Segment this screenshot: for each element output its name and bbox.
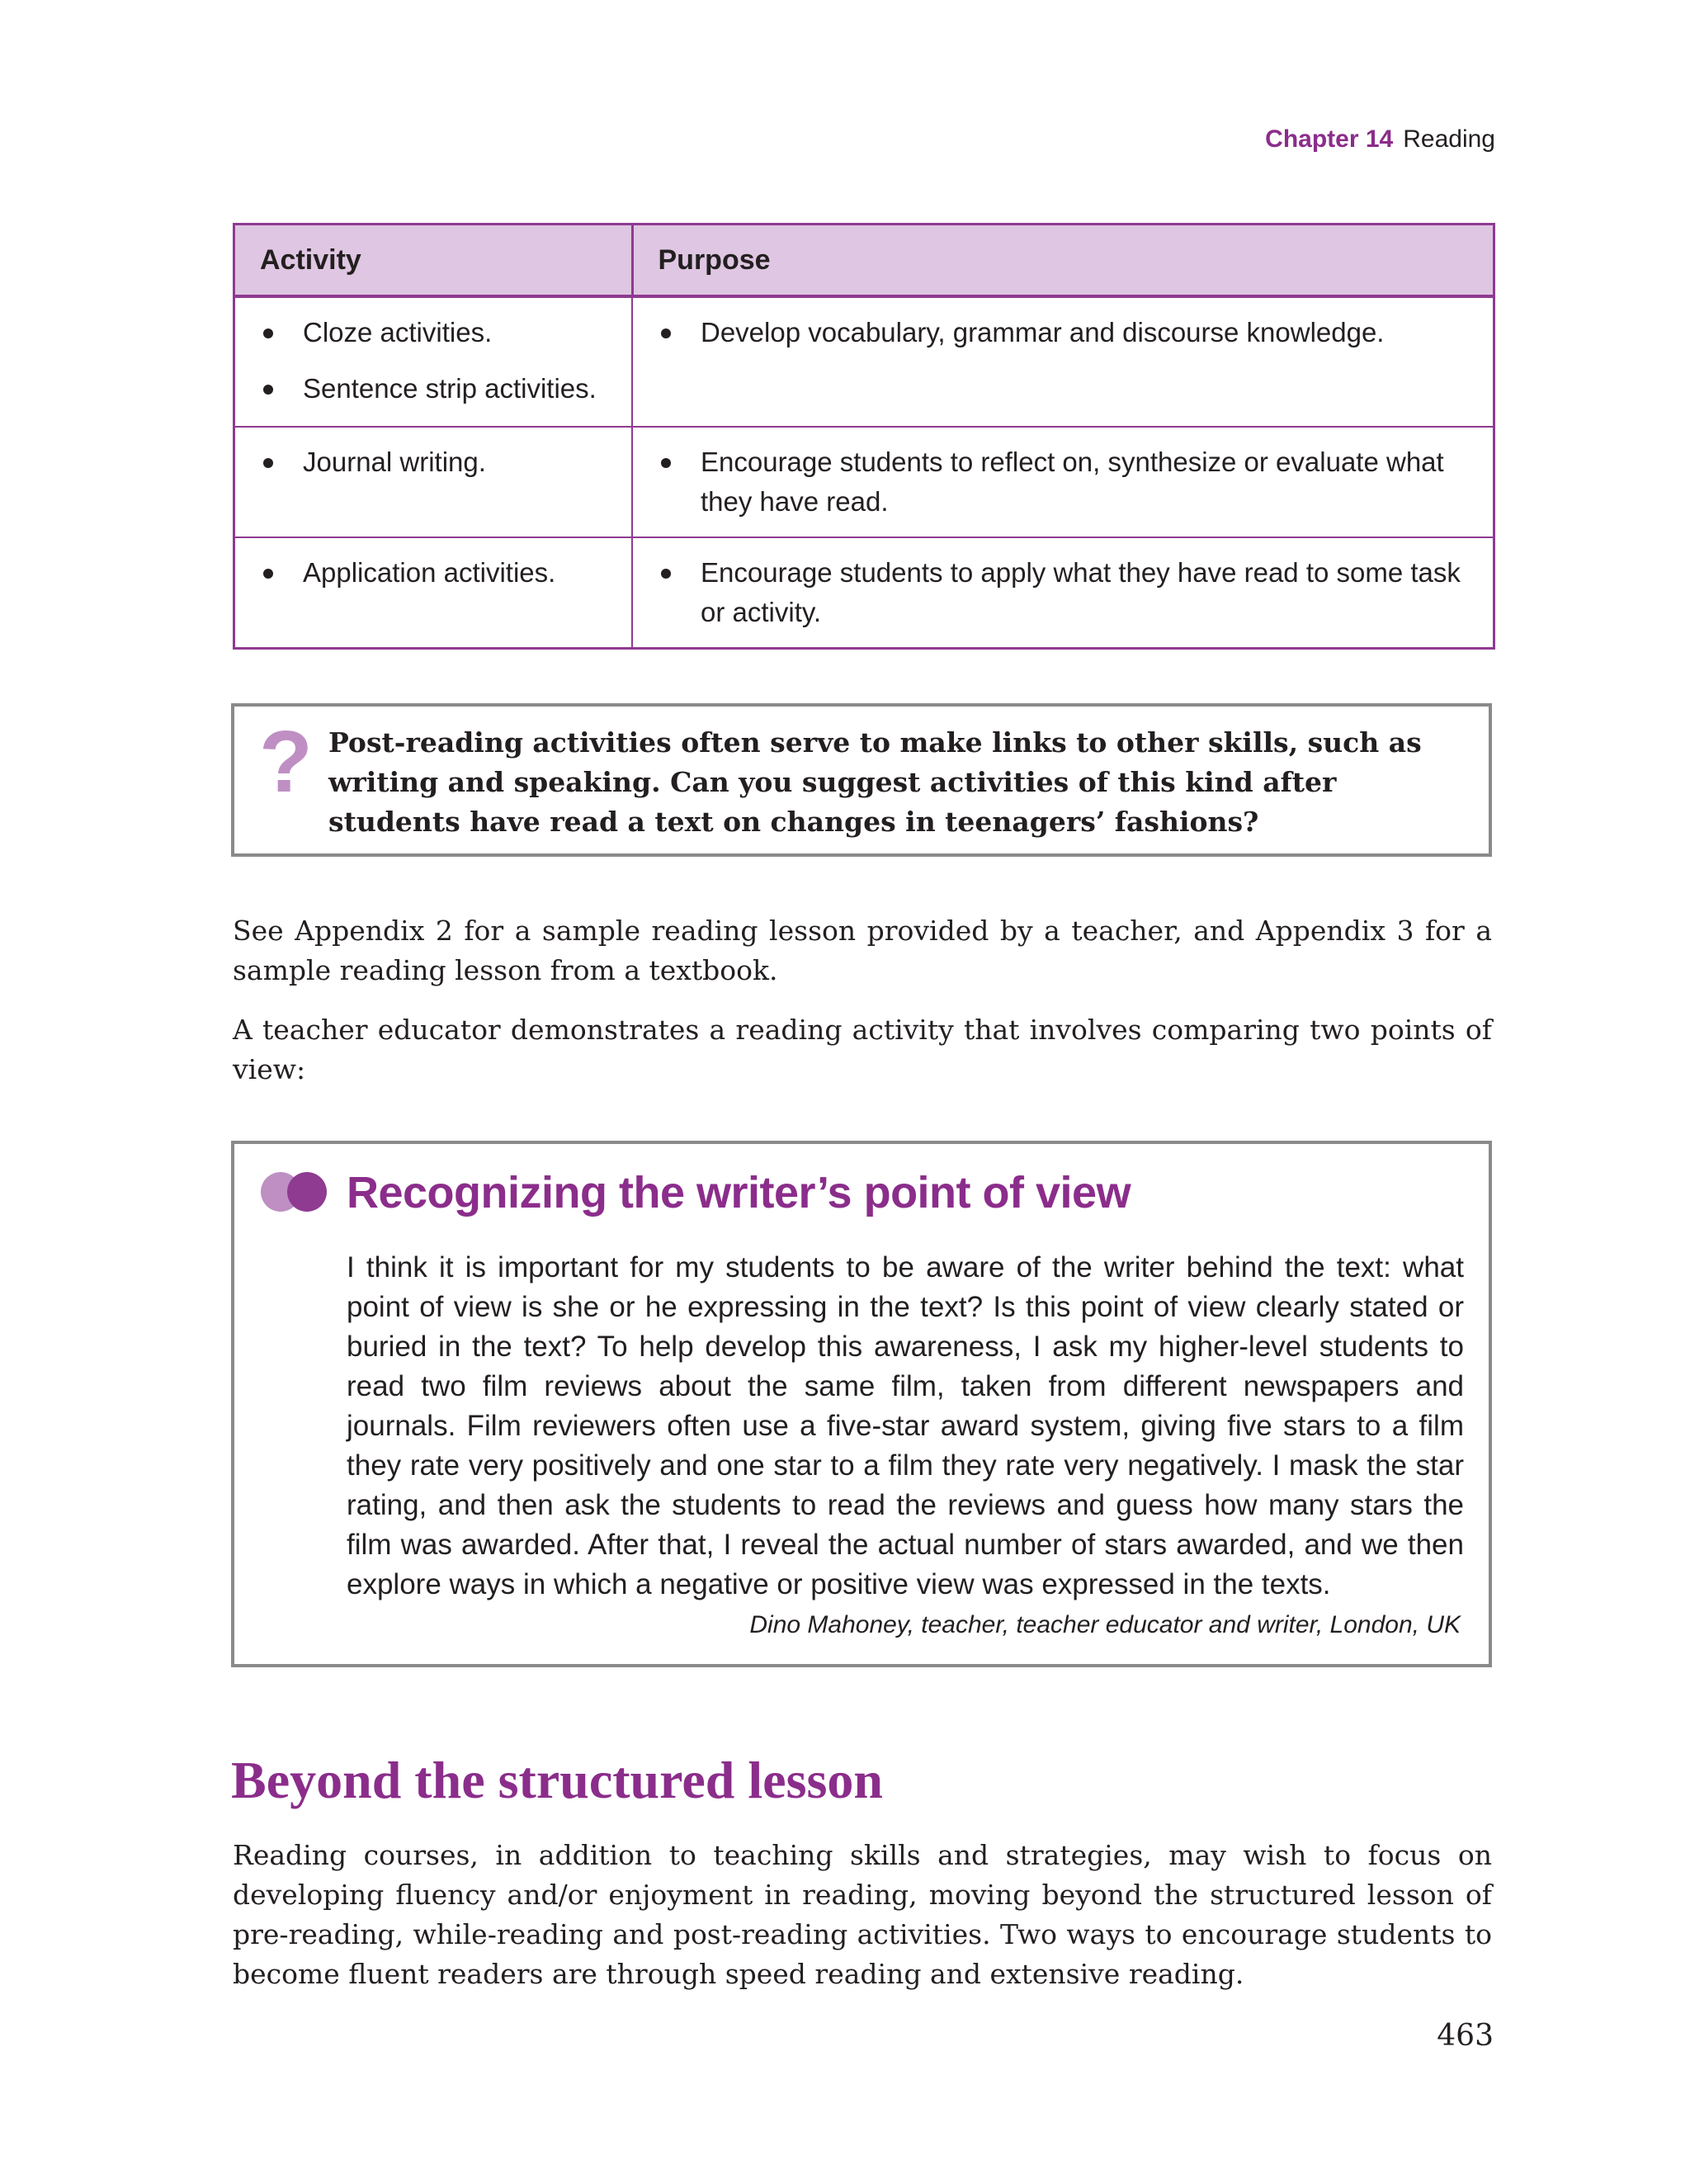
section-heading: Beyond the structured lesson <box>231 1751 883 1809</box>
table-row <box>234 427 1494 537</box>
purpose-list <box>658 442 1468 522</box>
reflection-question-box <box>231 703 1492 857</box>
list-item: Encourage students to apply what they have read to some task or activity. <box>658 553 1468 632</box>
list-item: Encourage students to reflect on, synthesize or evaluate what they have read. <box>658 442 1468 522</box>
table-row <box>234 537 1494 649</box>
demo-intro-paragraph: A teacher educator demonstrates a reading activity that involves comparing two points of view: <box>233 1014 1492 1085</box>
activity-list <box>260 442 607 482</box>
chapter-title: Reading <box>1403 125 1495 153</box>
table-row <box>234 296 1494 427</box>
activity-purpose-table <box>233 223 1495 650</box>
voice-box-title: Recognizing the writer’s point of view <box>347 1168 1131 1217</box>
purpose-cell <box>632 427 1494 537</box>
page-number: 463 <box>1437 2019 1494 2053</box>
appendix-paragraph: See Appendix 2 for a sample reading lesson provided by a teacher, and Appendix 3 for a sample reading lesson from a textbook. <box>233 915 1492 986</box>
list-item: Journal writing. <box>260 442 607 482</box>
running-header <box>1265 125 1495 154</box>
list-item: Develop vocabulary, grammar and discourse knowledge. <box>658 313 1468 352</box>
teacher-voice-box <box>231 1141 1492 1667</box>
column-header-purpose: Purpose <box>632 225 1494 297</box>
chapter-label: Chapter 14 <box>1265 125 1394 153</box>
speech-voices-icon <box>261 1169 327 1215</box>
question-mark-icon: ? <box>259 713 313 811</box>
column-header-activity: Activity <box>234 225 633 297</box>
list-item: Cloze activities. <box>260 313 607 352</box>
purpose-cell <box>632 296 1494 427</box>
purpose-list <box>658 313 1468 352</box>
list-item: Sentence strip activities. <box>260 369 607 409</box>
activity-list <box>260 553 607 593</box>
section-body-paragraph: Reading courses, in addition to teaching skills and strategies, may wish to focus on developing fluency and/or enjoyment in reading, moving beyond the structured lesson of pre-reading, while-reading and post-reading activities. Two ways to encourage students to become fluent readers are through speed reading and extensive reading. <box>233 1839 1492 1990</box>
reflection-question-text: Post-reading activities often serve to make links to other skills, such as writing and speaking. Can you suggest activities of this kind after students have read a text on changes in teenagers’ fashions? <box>328 726 1422 838</box>
list-item: Application activities. <box>260 553 607 593</box>
purpose-list <box>658 553 1468 632</box>
purpose-cell <box>632 537 1494 649</box>
activity-cell <box>234 537 633 649</box>
table-header-row <box>234 225 1494 297</box>
activity-list <box>260 313 607 409</box>
voice-box-attribution: Dino Mahoney, teacher, teacher educator and writer, London, UK <box>749 1611 1461 1638</box>
activity-cell <box>234 296 633 427</box>
activity-cell <box>234 427 633 537</box>
voice-box-body: I think it is important for my students to be aware of the writer behind the text: what point of view is she or he expressing in the text? Is this point of view clearly stated or buried in the text? To help develop this awareness, I ask my higher-level students to read two film reviews about the same film, taken from different newspapers and journals. Film reviewers often use a five-star award system, giving five stars to a film they rate very positively and one star to a film they rate very negatively. I mask the star rating, and then ask the students to read the reviews and guess how many stars the film was awarded. After that, I reveal the actual number of stars awarded, and we then explore ways in which a negative or positive view was expressed in the texts. <box>347 1251 1464 1600</box>
